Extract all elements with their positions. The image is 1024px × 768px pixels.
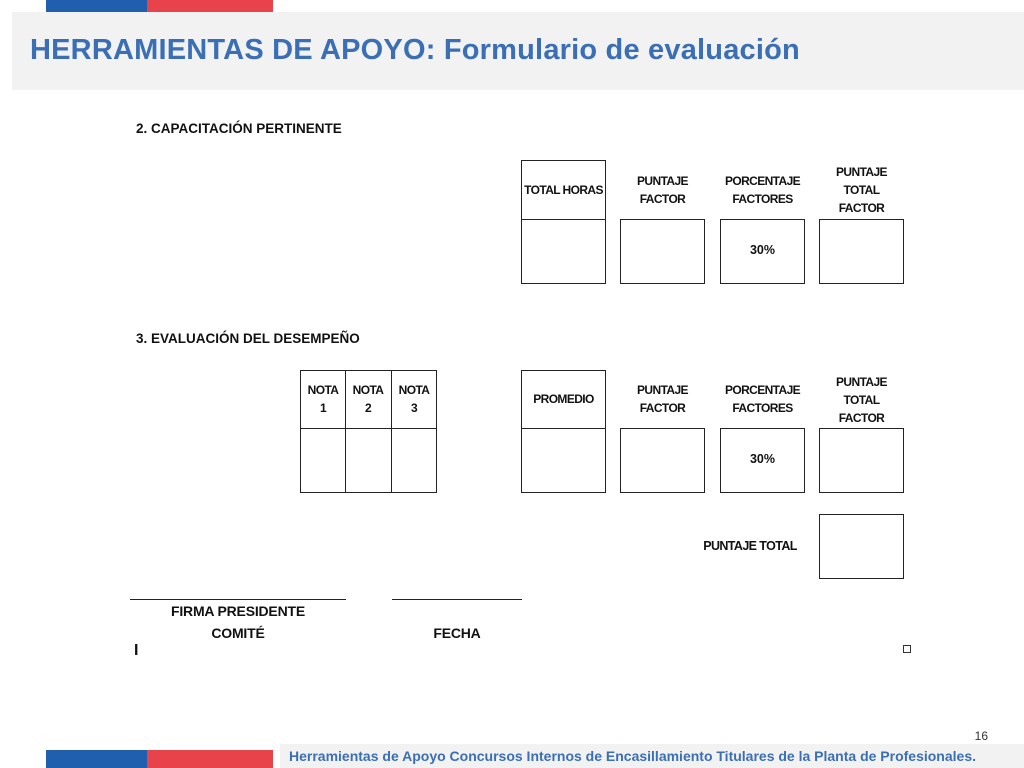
stray-mark: I — [134, 642, 139, 659]
nota-3-field[interactable] — [393, 430, 436, 492]
page-number: 16 — [974, 729, 988, 743]
porcentaje-factores-header-s3: PORCENTAJE FACTORES — [724, 383, 801, 415]
title-bar — [12, 12, 1024, 90]
nota-1-header: NOTA 1 — [307, 383, 339, 415]
flag-blue-segment — [46, 0, 147, 12]
page-title: HERRAMIENTAS DE APOYO: Formulario de evaluación — [30, 34, 800, 66]
top-flag-stripe — [46, 0, 273, 12]
promedio-header: PROMEDIO — [533, 392, 594, 406]
total-horas-field[interactable] — [521, 219, 606, 284]
porcentaje-factores-header: PORCENTAJE FACTORES — [724, 174, 801, 206]
flag-red-segment-bottom — [147, 750, 273, 768]
firma-presidente-label: FIRMA PRESIDENTE COMITÉ — [171, 603, 305, 641]
puntaje-factor-field-s3[interactable] — [620, 428, 705, 493]
flag-blue-segment-bottom — [46, 750, 147, 768]
nota-2-header: NOTA 2 — [352, 383, 384, 415]
bottom-flag-stripe — [46, 750, 273, 768]
puntaje-total-factor-field-s3[interactable] — [819, 428, 904, 493]
section-2-label: 2. CAPACITACIÓN PERTINENTE — [136, 121, 342, 136]
nota-1-field[interactable] — [301, 430, 345, 492]
puntaje-factor-field[interactable] — [620, 219, 705, 284]
fecha-signature-line — [392, 599, 522, 600]
puntaje-total-field[interactable] — [819, 514, 904, 579]
flag-red-segment — [147, 0, 273, 12]
puntaje-total-factor-field[interactable] — [819, 219, 904, 284]
puntaje-total-label: PUNTAJE TOTAL — [703, 539, 797, 553]
total-horas-header: TOTAL HORAS — [524, 183, 603, 197]
puntaje-total-factor-header-s3: PUNTAJE TOTAL FACTOR — [836, 375, 887, 425]
puntaje-factor-header: PUNTAJE FACTOR — [637, 174, 688, 206]
porcentaje-factores-value: 30% — [749, 243, 776, 257]
puntaje-total-factor-header: PUNTAJE TOTAL FACTOR — [836, 165, 887, 215]
footer-text: Herramientas de Apoyo Concursos Internos de Encasillamiento Titulares de la Planta de Profesionales. — [289, 748, 976, 764]
section-3-label: 3. EVALUACIÓN DEL DESEMPEÑO — [136, 331, 360, 346]
porcentaje-factores-value-s3: 30% — [749, 452, 776, 466]
promedio-field[interactable] — [521, 428, 606, 493]
small-square-marker — [903, 645, 911, 653]
nota-3-header: NOTA 3 — [398, 383, 430, 415]
notas-row-divider — [300, 428, 437, 429]
puntaje-factor-header-s3: PUNTAJE FACTOR — [637, 383, 688, 415]
nota-2-field[interactable] — [347, 430, 391, 492]
fecha-label: FECHA — [433, 625, 481, 641]
